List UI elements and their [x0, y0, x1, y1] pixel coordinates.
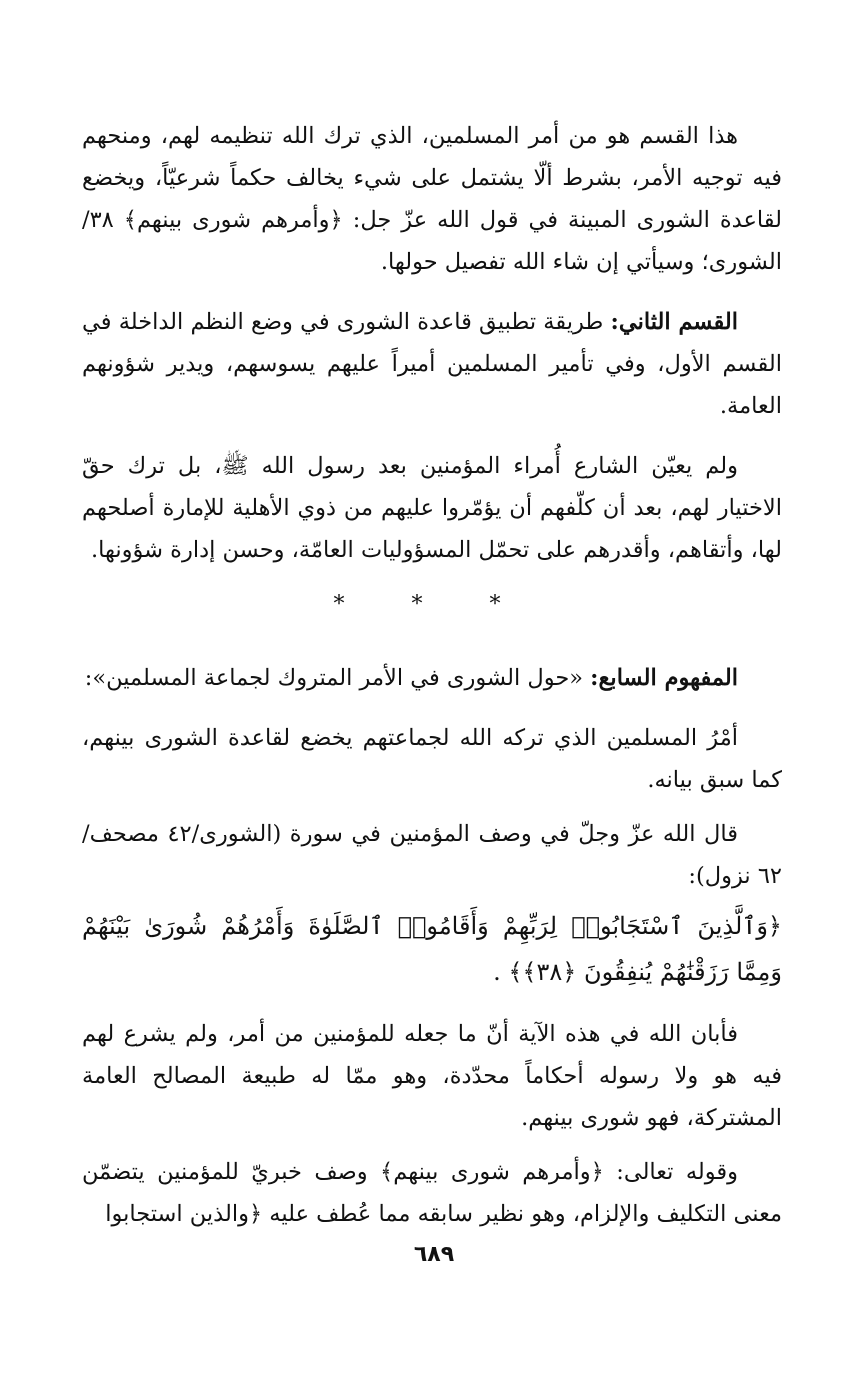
section-two-text: طريقة تطبيق قاعدة الشورى في وضع النظم الداخلة في القسم الأول، وفي تأمير المسلمين أميراً عليهم يسوسهم، ويدير شؤونهم العامة. [82, 309, 782, 419]
paragraph-muslim-affairs: أمْرُ المسلمين الذي تركه الله لجماعتهم يخضع لقاعدة الشورى بينهم، كما سبق بيانه. [82, 725, 782, 793]
concept-text: «حول الشورى في الأمر المتروك لجماعة المسلمين»: [84, 665, 591, 691]
concept-heading [82, 657, 782, 699]
quran-verse: ﴿وَٱلَّذِينَ ٱسْتَجَابُوا۟ لِرَبِّهِمْ وَأَقَامُوا۟ ٱلصَّلَوٰةَ وَأَمْرُهُمْ شُورَىٰ بَيْنَهُمْ وَمِمَّا رَزَقْنَٰهُمْ يُنفِقُونَ ﴿٣٨﴾﴾ . [82, 912, 782, 986]
paragraph-appointment: ولم يعيّن الشارع أُمراء المؤمنين بعد رسول الله ﷺ، بل ترك حقّ الاختيار لهم، بعد أن كلّفهم أن يؤمّروا عليهم من ذوي الأهلية للإمارة أصلحهم لها، وأتقاهم، وأقدرهم على تحمّل المسؤوليات العامّة، وحسن إدارة شؤونها. [82, 453, 782, 563]
paragraph-explanation: فأبان الله في هذه الآية أنّ ما جعله للمؤمنين من أمر، ولم يشرع لهم فيه هو ولا رسوله أحكاماً محدّدة، وهو ممّا له طبيعة المصالح العامة المشتركة، فهو شورى بينهم. [82, 1021, 782, 1131]
paragraph-section-two [82, 301, 782, 427]
section-separator: * * * [333, 592, 531, 617]
page-body [82, 115, 782, 1235]
paragraph-continuation: وقوله تعالى: ﴿وأمرهم شورى بينهم﴾ وصف خبريّ للمؤمنين يتضمّن معنى التكليف والإلزام، وهو نظير سابقه مما عُطف عليه ﴿والذين استجابوا [82, 1159, 782, 1227]
concept-label: المفهوم السابع: [590, 665, 738, 691]
section-two-label: القسم الثاني: [610, 309, 738, 335]
paragraph-section-one: هذا القسم هو من أمر المسلمين، الذي ترك الله تنظيمه لهم، ومنحهم فيه توجيه الأمر، بشرط ألّا يشتمل على شيء يخالف حكماً شرعيّاً، ويخضع لقاعدة الشورى المبينة في قول الله عزّ جل: ﴿وأمرهم شورى بينهم﴾ ٣٨/ الشورى؛ وسيأتي إن شاء الله تفصيل حولها. [82, 123, 782, 275]
paragraph-quran-intro: قال الله عزّ وجلّ في وصف المؤمنين في سورة (الشورى/٤٢ مصحف/٦٢ نزول): [82, 821, 782, 889]
page-number: ٦٨٩ [413, 1242, 455, 1267]
